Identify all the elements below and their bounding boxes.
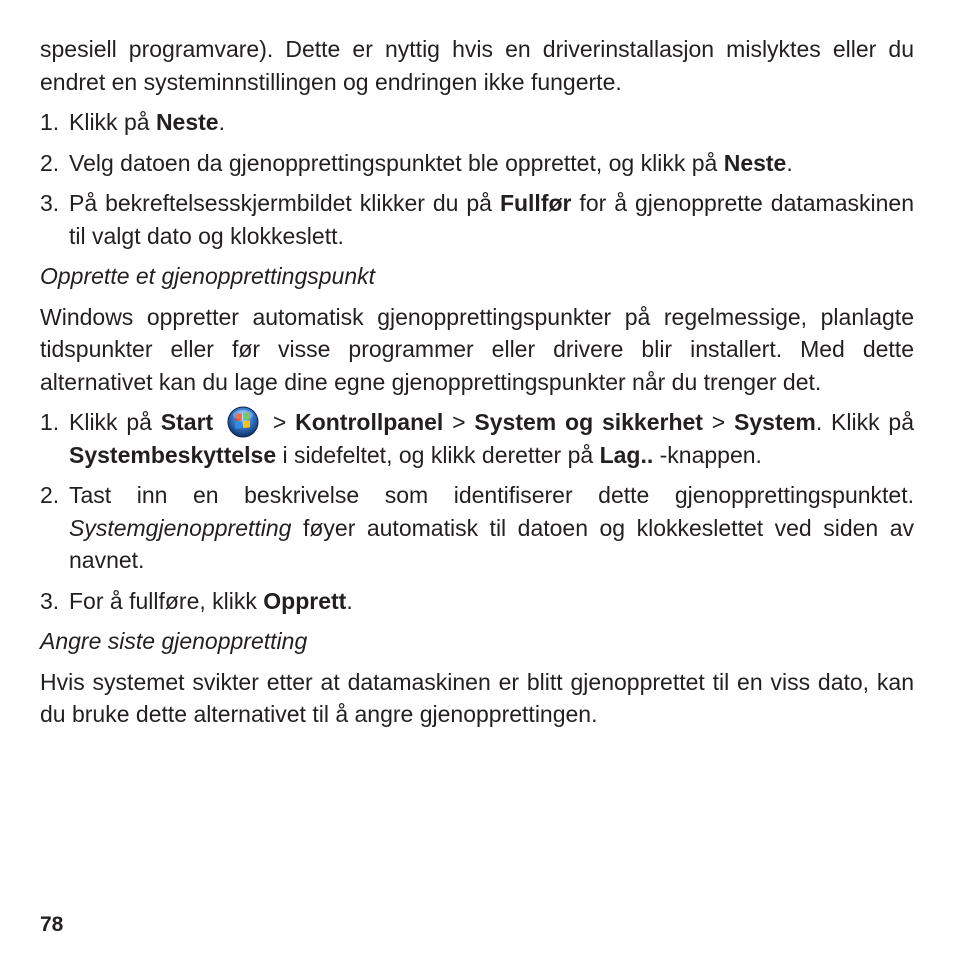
step-text: . [218,109,225,135]
ui-term-systemgjenoppretting: Systemgjenoppretting [69,514,292,541]
ui-term-systembeskyttelse: Systembeskyttelse [69,441,277,468]
step-text: for å gjenopprette datamaskinen til valgt dato og klokkeslett. [69,190,914,249]
list-item [40,147,914,180]
separator: > [702,409,735,435]
list-number: 3. [40,587,60,614]
list-item [40,187,914,252]
ui-term-lag: Lag.. [599,441,654,468]
list-number: 1. [40,409,60,435]
ui-term-neste: Neste [155,109,219,135]
separator: > [272,409,296,435]
ui-term-system: System [734,409,816,435]
step-text: For å fullføre, klikk [69,587,264,614]
list-number: 3. [40,190,60,216]
list-number: 2. [40,482,60,508]
step-text: føyer automatisk til datoen og klokkeslettet ved siden av navnet. [69,514,914,573]
step-text: Klikk på [69,109,156,135]
ui-term-opprett: Opprett [263,587,347,614]
list-item [40,585,914,618]
list-item [40,106,914,139]
list-item [40,479,914,577]
section-heading-create-restore-point: Opprette et gjenopprettingspunkt [40,263,376,289]
step-text: . Klikk på [815,409,915,435]
section-paragraph: Hvis systemet svikter etter at datamaskinen er blitt gjenopprettet til en viss dato, kan du bruke dette alternativet til å angre gjenopprettingen. [40,668,914,727]
step-text: . [786,149,793,176]
step-text: Klikk på [69,409,161,435]
create-restore-point-steps [40,406,914,617]
page-number: 78 [40,913,64,936]
windows-start-orb-icon [226,406,260,438]
step-text: i sidefeltet, og klikk deretter på [276,441,600,468]
section-heading-undo-restore: Angre siste gjenoppretting [40,628,308,654]
step-text: . [346,587,353,614]
ui-term-fullfor: Fullfør [499,190,572,216]
section-paragraph: Windows oppretter automatisk gjenopprettingspunkter på regelmessige, planlagte tidspunkter eller før visse programmer eller drivere blir installert. Med dette alternativet kan du lage dine egne gjenopprettingspunkter når du trenger det. [40,303,914,395]
ui-term-system-og-sikkerhet: System og sikkerhet [474,409,703,435]
step-text: Velg datoen da gjenopprettingspunktet ble opprettet, og klikk på [69,149,724,176]
ui-term-neste: Neste [723,149,787,176]
step-text: Tast inn en beskrivelse som identifiserer dette gjenopprettingspunktet. [69,482,914,508]
restore-steps-list [40,106,914,252]
step-text: -knappen. [653,441,762,468]
step-text: På bekreftelsesskjermbildet klikker du på [69,190,500,216]
ui-term-kontrollpanel: Kontrollpanel [295,409,444,435]
separator: > [443,409,475,435]
intro-paragraph: spesiell programvare). Dette er nyttig hvis en driverinstallasjon mislyktes eller du endret en systeminnstillingen og endringen ikke fungerte. [40,36,914,95]
list-number: 1. [40,109,60,135]
list-number: 2. [40,149,60,176]
list-item [40,406,914,471]
ui-term-start: Start [160,409,214,435]
document-page [40,33,914,739]
